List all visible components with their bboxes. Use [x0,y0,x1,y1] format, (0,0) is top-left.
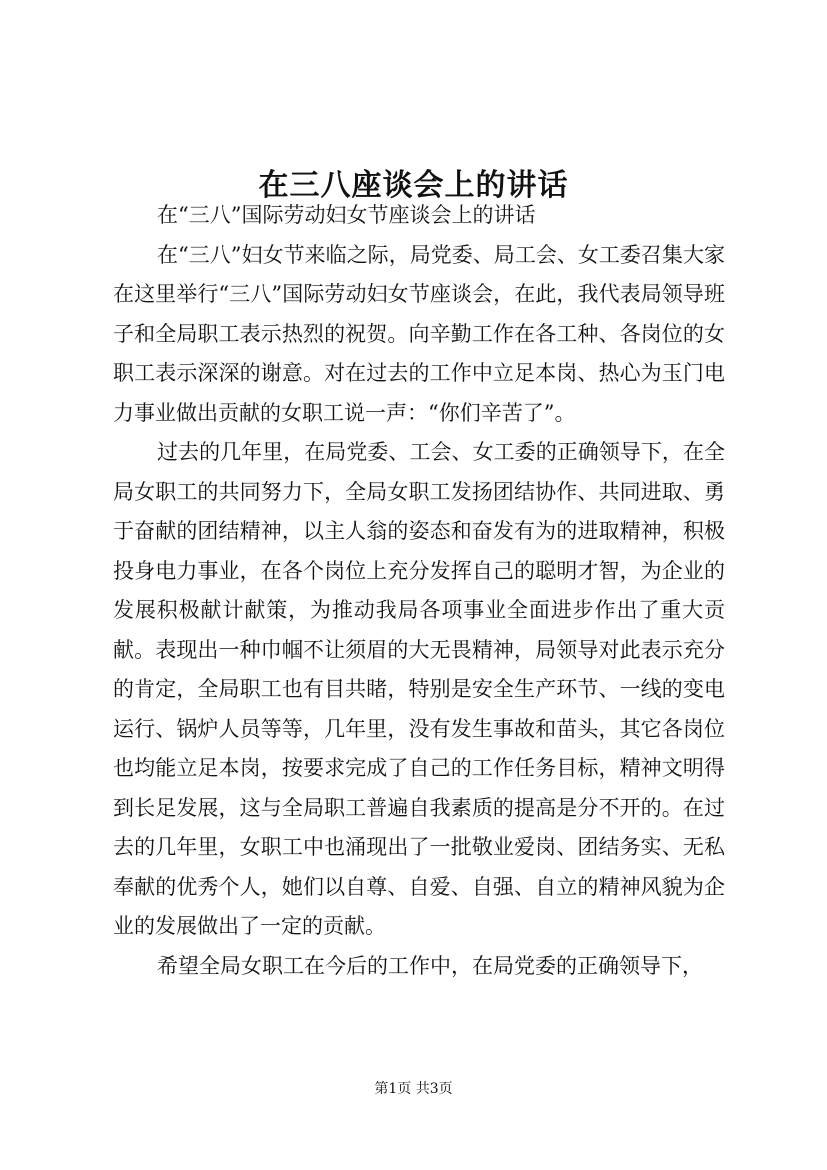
page-number-footer: 第1页 共3页 [374,1081,453,1097]
document-body [113,196,725,986]
paragraph: 希望全局女职工在今后的工作中，在局党委的正确领导下， [157,953,703,978]
document-title: 在三八座谈会上的讲话 [258,168,569,204]
paragraph: 过去的几年里，在局党委、工会、女工委的正确领导下，在全局女职工的共同努力下，全局女职工发扬团结协作、共同进取、勇于奋献的团结精神，以主人翁的姿态和奋发有为的进取精神，积极投身电力事业，在各个岗位上充分发挥自己的聪明才智，为企业的发展积极献计献策，为推动我局各项事业全面进步作出了重大贡献。表现出一种巾帼不让须眉的大无畏精神，局领导对此表示充分的肯定，全局职工也有目共睹，特别是安全生产环节、一线的变电运行、锅炉人员等等，几年里，没有发生事故和苗头，其它各岗位也均能立足本岗，按要求完成了自己的工作任务目标，精神文明得到长足发展，这与全局职工普遍自我素质的提高是分不开的。在过去的几年里，女职工中也涌现出了一批敬业爱岗、团结务实、无私奉献的优秀个人，她们以自尊、自爱、自强、自立的精神风貌为企业的发展做出了一定的贡献。 [113,440,725,938]
paragraph: 在“三八”妇女节来临之际，局党委、局工会、女工委召集大家在这里举行“三八”国际劳动妇女节座谈会，在此，我代表局领导班子和全局职工表示热烈的祝贺。向辛勤工作在各工种、各岗位的女职工表示深深的谢意。对在过去的工作中立足本岗、热心为玉门电力事业做出贡献的女职工说一声：“你们辛苦了”。 [113,242,725,425]
paragraph-subtitle: 在“三八”国际劳动妇女节座谈会上的讲话 [157,203,536,227]
